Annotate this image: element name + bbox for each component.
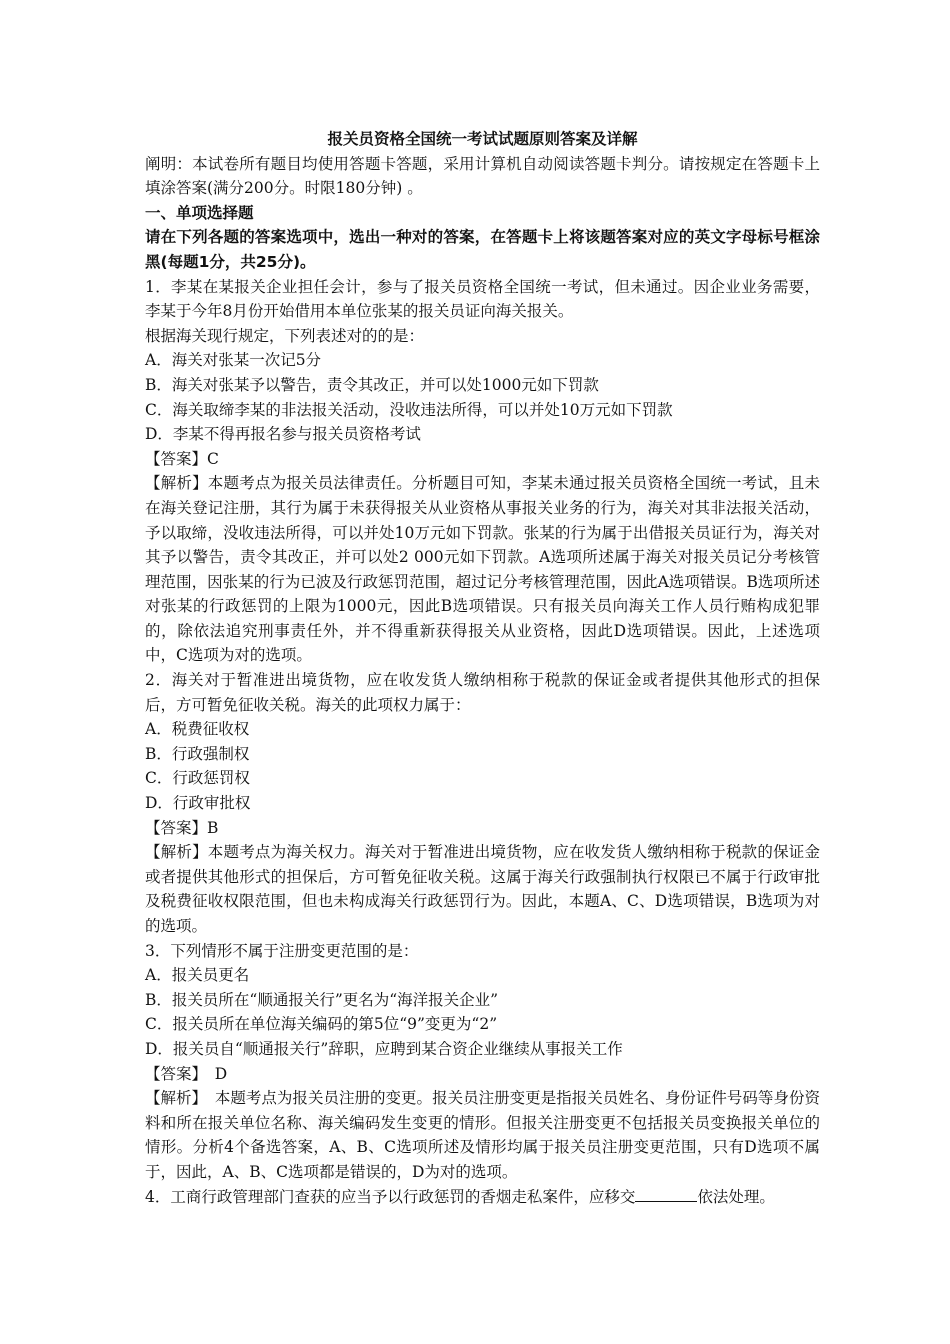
option-b: B．行政强制权 [145, 744, 250, 763]
analysis: 【解析】 本题考点为报关员注册的变更。报关员注册变更是指报关员姓名、身份证件号码等身份资料和所在报关单位名称、海关编码发生变更的情形。但报关注册变更不包括报关员变换报关单位的情形。分析4个备选答案，A、B、C选项所述及情形均属于报关员注册变更范围，只有D选项不属于，因此，A、B、C选项都是错误的，D为对的选项。 [145, 1089, 820, 1181]
option-d: D．行政审批权 [145, 794, 251, 813]
option-b: B．报关员所在“顺通报关行”更名为“海洋报关企业” [145, 990, 499, 1009]
answer-blank [635, 1187, 697, 1202]
answer: 【答案】 D [145, 1064, 228, 1083]
section-heading: 一、单项选择题 [145, 203, 254, 222]
option-a: A．税费征收权 [145, 720, 250, 739]
option-c: C．海关取缔李某的非法报关活动，没收违法所得，可以并处10万元如下罚款 [145, 400, 673, 419]
document-page [145, 127, 820, 1209]
option-d: D．报关员自“顺通报关行”辞职，应聘到某合资企业继续从事报关工作 [145, 1039, 623, 1058]
question-stem: 3．下列情形不属于注册变更范围的是： [145, 941, 419, 960]
document-title: 报关员资格全国统一考试试题原则答案及详解 [327, 130, 638, 148]
question-4 [145, 1185, 820, 1210]
question-2 [145, 668, 820, 939]
option-a: A．报关员更名 [145, 966, 250, 985]
option-a: A．海关对张某一次记5分 [145, 351, 322, 370]
question-stem-after: 依法处理。 [697, 1187, 775, 1206]
answer: 【答案】C [145, 449, 219, 468]
option-c: C．行政惩罚权 [145, 769, 250, 788]
question-stem: 2．海关对于暂准进出境货物，应在收发货人缴纳相称于税款的保证金或者提供其他形式的担保后，方可暂免征收关税。海关的此项权力属于： [145, 671, 820, 714]
option-c: C．报关员所在单位海关编码的第5位“9”变更为“2” [145, 1015, 498, 1034]
analysis: 【解析】本题考点为海关权力。海关对于暂准进出境货物，应在收发货人缴纳相称于税款的保证金或者提供其他形式的担保后，方可暂免征收关税。这属于海关行政强制执行权限已不属于行政审批及税费征收权限范围，但也未构成海关行政惩罚行为。因此，本题A、C、D选项错误，B选项为对的选项。 [145, 843, 820, 935]
option-d: D．李某不得再报名参与报关员资格考试 [145, 425, 421, 444]
section-instruction: 请在下列各题的答案选项中，选出一种对的答案，在答题卡上将该题答案对应的英文字母标号框涂黑(每题1分，共25分)。 [145, 228, 820, 271]
question-stem: 1．李某在某报关企业担任会计，参与了报关员资格全国统一考试，但未通过。因企业业务需要，李某于今年8月份开始借用本单位张某的报关员证向海关报关。 [145, 277, 820, 321]
intro-paragraph: 阐明：本试卷所有题目均使用答题卡答题，采用计算机自动阅读答题卡判分。请按规定在答题卡上填涂答案(满分200分。时限180分钟) 。 [145, 154, 820, 198]
option-b: B．海关对张某予以警告，责令其改正，并可以处1000元如下罚款 [145, 375, 599, 394]
question-stem-2: 根据海关现行规定，下列表述对的的是： [145, 326, 425, 345]
analysis: 【解析】本题考点为报关员法律责任。分析题目可知，李某未通过报关员资格全国统一考试，且未在海关登记注册，其行为属于未获得报关从业资格从事报关业务的行为，海关对其非法报关活动，予以取缔，没收违法所得，可以并处10万元如下罚款。张某的行为属于出借报关员证行为，海关对其予以警告，责令其改正，并可以处2 000元如下罚款。A选项所述属于海关对报关员记分考核管理范围，因张某的行为已波及行政惩罚范围，超过记分考核管理范围，因此A选项错误。B选项所述对张某的行政惩罚的上限为1000元，因此B选项错误。只有报关员向海关工作人员行贿构成犯罪的，除依法追究刑事责任外，并不得重新获得报关从业资格，因此D选项错误。因此，上述选项中，C选项为对的选项。 [145, 474, 820, 665]
question-3 [145, 939, 820, 1185]
question-stem-before: 4．工商行政管理部门查获的应当予以行政惩罚的香烟走私案件，应移交 [145, 1187, 636, 1206]
question-1 [145, 275, 820, 669]
answer: 【答案】B [145, 818, 219, 837]
